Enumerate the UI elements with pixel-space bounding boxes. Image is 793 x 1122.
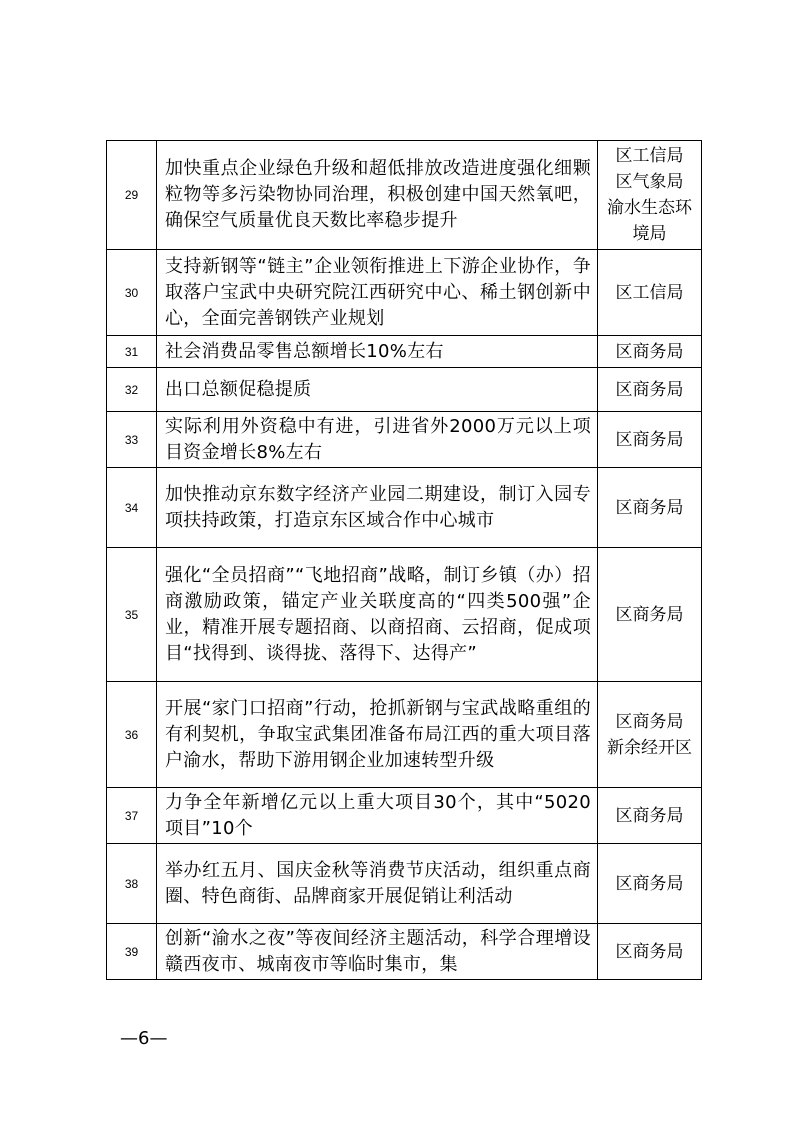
task-content: 强化“全员招商”“飞地招商”战略，制订乡镇（办）招商激励政策，锚定产业关联度高的“四类500强”企业，精准开展专题招商、以商招商、云招商，促成项目“找得到、谈得拢、落得下、达得产” <box>157 548 598 682</box>
table-row <box>107 141 702 250</box>
dept-line: 区商务局 <box>615 497 684 518</box>
responsible-department <box>598 412 702 468</box>
row-number: 32 <box>107 368 157 412</box>
table-row <box>107 788 702 844</box>
dept-line: 区商务局 <box>615 805 684 826</box>
row-number: 37 <box>107 788 157 844</box>
responsible-department <box>598 788 702 844</box>
row-number: 30 <box>107 250 157 336</box>
row-number: 31 <box>107 336 157 368</box>
row-number: 33 <box>107 412 157 468</box>
row-number: 29 <box>107 141 157 250</box>
task-content: 出口总额促稳提质 <box>157 368 598 412</box>
dept-line: 区商务局 新余经开区 <box>607 711 692 758</box>
dept-line: 区商务局 <box>615 379 684 400</box>
task-content: 实际利用外资稳中有进，引进省外2000万元以上项目资金增长8%左右 <box>157 412 598 468</box>
task-content: 加快推动京东数字经济产业园二期建设，制订入园专项扶持政策，打造京东区域合作中心城市 <box>157 468 598 548</box>
task-table <box>106 140 702 980</box>
dept-line: 区商务局 <box>615 604 684 625</box>
task-content: 举办红五月、国庆金秋等消费节庆活动，组织重点商圈、特色商街、品牌商家开展促销让利活动 <box>157 844 598 924</box>
row-number: 34 <box>107 468 157 548</box>
table-row <box>107 336 702 368</box>
dept-line: 区商务局 <box>615 429 684 450</box>
table-row <box>107 368 702 412</box>
dept-line: 区工信局 <box>615 282 684 303</box>
responsible-department <box>598 141 702 250</box>
responsible-department <box>598 844 702 924</box>
responsible-department <box>598 368 702 412</box>
row-number: 35 <box>107 548 157 682</box>
table-row <box>107 468 702 548</box>
table-row <box>107 548 702 682</box>
responsible-department <box>598 250 702 336</box>
row-number: 38 <box>107 844 157 924</box>
responsible-department <box>598 924 702 980</box>
page-number: —6— <box>120 1028 168 1049</box>
dept-line: 区工信局 区气象局 渝水生态环境局 <box>607 146 692 244</box>
row-number: 36 <box>107 682 157 788</box>
task-content: 加快重点企业绿色升级和超低排放改造进度强化细颗粒物等多污染物协同治理，积极创建中国天然氧吧，确保空气质量优良天数比率稳步提升 <box>157 141 598 250</box>
dept-line: 区商务局 <box>615 873 684 894</box>
task-content: 开展“家门口招商”行动，抢抓新钢与宝武战略重组的有利契机，争取宝武集团准备布局江西的重大项目落户渝水，帮助下游用钢企业加速转型升级 <box>157 682 598 788</box>
task-content: 支持新钢等“链主”企业领衔推进上下游企业协作，争取落户宝武中央研究院江西研究中心、稀土钢创新中心，全面完善钢铁产业规划 <box>157 250 598 336</box>
table-row <box>107 412 702 468</box>
table-row <box>107 844 702 924</box>
task-content: 社会消费品零售总额增长10%左右 <box>157 336 598 368</box>
responsible-department <box>598 548 702 682</box>
task-content: 力争全年新增亿元以上重大项目30个，其中“5020项目”10个 <box>157 788 598 844</box>
table-row <box>107 250 702 336</box>
table-row <box>107 682 702 788</box>
task-content: 创新“渝水之夜”等夜间经济主题活动，科学合理增设赣西夜市、城南夜市等临时集市，集 <box>157 924 598 980</box>
responsible-department <box>598 468 702 548</box>
dept-line: 区商务局 <box>615 941 684 962</box>
dept-line: 区商务局 <box>615 341 684 362</box>
responsible-department <box>598 336 702 368</box>
responsible-department <box>598 682 702 788</box>
table-row <box>107 924 702 980</box>
row-number: 39 <box>107 924 157 980</box>
